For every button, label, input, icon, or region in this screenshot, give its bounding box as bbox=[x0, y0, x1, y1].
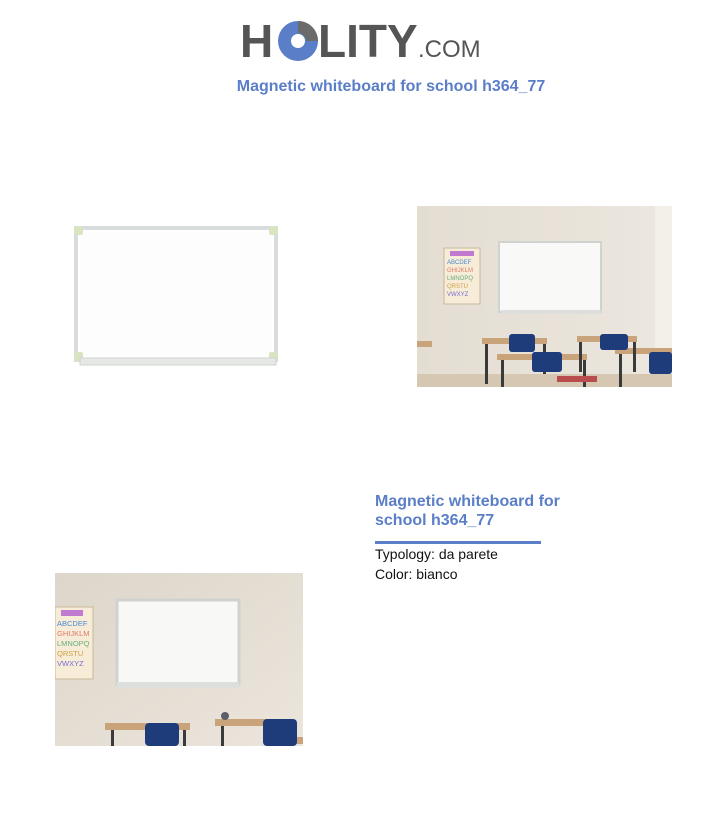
svg-text:GHIJKLM: GHIJKLM bbox=[57, 629, 90, 638]
title-divider bbox=[375, 541, 541, 544]
holity-logo[interactable] bbox=[240, 10, 485, 70]
product-title: Magnetic whiteboard for school h364_77 bbox=[375, 493, 560, 529]
svg-text:QRSTU: QRSTU bbox=[57, 649, 84, 658]
alphabet-poster bbox=[444, 248, 480, 304]
logo-o-mark bbox=[278, 21, 318, 61]
svg-text:QRSTU: QRSTU bbox=[447, 284, 468, 290]
svg-text:GHIJKLM: GHIJKLM bbox=[447, 268, 474, 274]
logo-word: LITY bbox=[318, 15, 418, 67]
alphabet-poster bbox=[55, 607, 93, 679]
typology-text: Typology: da parete bbox=[375, 546, 498, 562]
classroom-photo-wide bbox=[417, 206, 672, 387]
svg-text:VWXYZ: VWXYZ bbox=[447, 292, 469, 298]
svg-text:VWXYZ: VWXYZ bbox=[57, 659, 84, 668]
svg-text:ABCDEF: ABCDEF bbox=[57, 619, 88, 628]
svg-text:ABCDEF: ABCDEF bbox=[447, 260, 472, 266]
logo-suffix: .COM bbox=[418, 36, 481, 63]
svg-text:LMNOPQ: LMNOPQ bbox=[57, 639, 90, 648]
whiteboard-product-image bbox=[72, 224, 280, 370]
logo-letter-h: H bbox=[240, 15, 274, 67]
page-title: Magnetic whiteboard for school h364_77 bbox=[236, 78, 546, 95]
svg-text:LMNOPQ: LMNOPQ bbox=[447, 276, 474, 282]
logo-graphic bbox=[240, 10, 485, 70]
color-text: Color: bianco bbox=[375, 566, 458, 582]
classroom-photo-close bbox=[55, 573, 303, 746]
